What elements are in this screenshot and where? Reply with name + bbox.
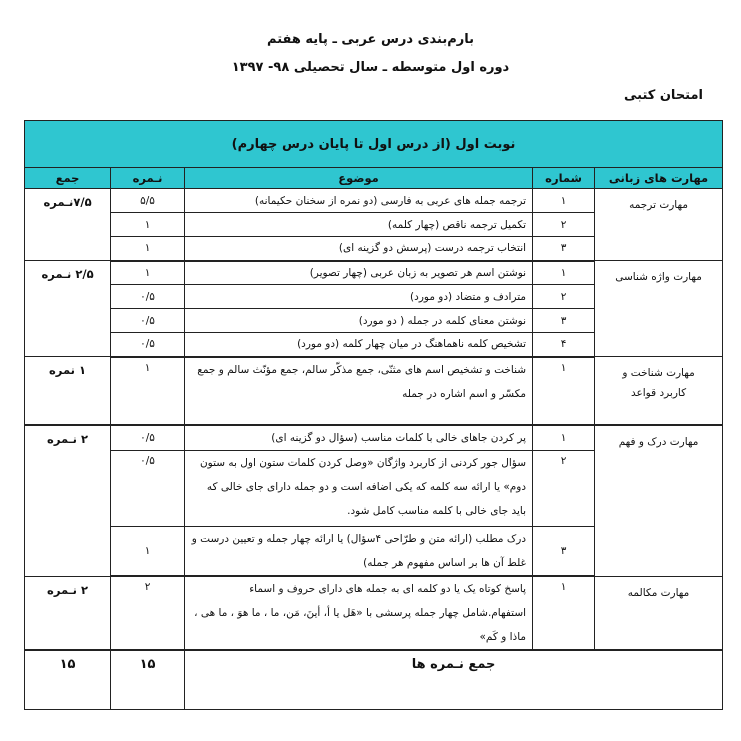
row-number: ۳ <box>533 237 595 261</box>
row-number: ۱ <box>533 189 595 213</box>
row-topic: ترجمه جمله های عربی به فارسی (دو نمره از سخنان حکیمانه) <box>185 189 533 213</box>
table-row <box>25 189 723 213</box>
skill-line: مهارت شناخت و <box>622 367 695 379</box>
row-number: ۱ <box>533 261 595 285</box>
row-topic: تشخیص کلمه ناهماهنگ در میان چهار کلمه (دو مورد) <box>185 333 533 357</box>
row-number: ۴ <box>533 333 595 357</box>
row-number: ۱ <box>533 357 595 425</box>
row-topic: مترادف و متضاد (دو مورد) <box>185 285 533 309</box>
skill-cell <box>595 357 723 425</box>
row-score: ۰/۵ <box>111 285 185 309</box>
group-total: ۲ نـمره <box>25 576 111 650</box>
col-header-number: شماره <box>533 168 595 189</box>
row-score: ۰/۵ <box>111 451 185 527</box>
exam-type-label: امتحان کتبی <box>623 88 703 103</box>
skill-line: کاربرد قواعد <box>630 387 687 399</box>
row-number: ۲ <box>533 213 595 237</box>
row-score: ۱ <box>111 527 185 577</box>
row-topic: سؤال جور کردنی از کاربرد واژگان «وصل کردن کلمات ستون اول به ستون دوم» یا ارائه سه کلمه که یکی اضافه است و دو جمله دارای جای خالی که باید جای خالی با کلمه مناسب کامل شود. <box>185 451 533 527</box>
document-subtitle: دوره اول متوسطه ـ سال تحصیلی ۹۸- ۱۳۹۷ <box>231 60 510 75</box>
row-score: ۰/۵ <box>111 309 185 333</box>
skill-cell: مهارت ترجمه <box>595 189 723 261</box>
row-score: ۱ <box>111 261 185 285</box>
row-score: ۰/۵ <box>111 333 185 357</box>
table-row <box>25 357 723 425</box>
skill-cell: مهارت واژه شناسی <box>595 261 723 357</box>
row-topic: شناخت و تشخیص اسم های مثنّی، جمع مذکّر سالم، جمع مؤنّث سالم و جمع مکسّر و اسم اشاره در جمله <box>185 357 533 425</box>
table-row <box>25 576 723 650</box>
footer-total: ۱۵ <box>25 650 111 710</box>
group-total: ۲ نـمره <box>25 425 111 577</box>
group-total: ۷/۵نـمره <box>25 189 111 261</box>
col-header-total: جمع <box>25 168 111 189</box>
group-total: ۲/۵ نـمره <box>25 261 111 357</box>
row-topic: پاسخ کوتاه یک یا دو کلمه ای به جمله های دارای حروف و اسماء استفهام.شامل چهار جمله پرسشی با «هَل یا أ، أینَ، مَن، ما ، ما هوَ ، ما هی ، ماذا و کَم» <box>185 576 533 650</box>
table-title: نوبت اول (از درس اول تا پایان درس چهارم) <box>25 121 723 168</box>
col-header-topic: موضوع <box>185 168 533 189</box>
row-score: ۵/۵ <box>111 189 185 213</box>
score-table <box>24 120 723 710</box>
table-row <box>25 425 723 451</box>
row-score: ۱ <box>111 357 185 425</box>
col-header-skill: مهارت های زبانی <box>595 168 723 189</box>
table-row <box>25 261 723 285</box>
group-total: ۱ نمره <box>25 357 111 425</box>
row-number: ۱ <box>533 425 595 451</box>
row-number: ۲ <box>533 285 595 309</box>
table-footer-row <box>25 650 723 710</box>
skill-cell: مهارت درک و فهم <box>595 425 723 577</box>
row-topic: نوشتن معنای کلمه در جمله ( دو مورد) <box>185 309 533 333</box>
row-score: ۲ <box>111 576 185 650</box>
row-number: ۳ <box>533 309 595 333</box>
row-number: ۳ <box>533 527 595 577</box>
row-number: ۱ <box>533 576 595 650</box>
footer-score: ۱۵ <box>111 650 185 710</box>
row-score: ۱ <box>111 237 185 261</box>
row-topic: نوشتن اسم هر تصویر به زبان عربی (چهار تصویر) <box>185 261 533 285</box>
row-topic: انتخاب ترجمه درست (پرسش دو گزینه ای) <box>185 237 533 261</box>
row-topic: تکمیل ترجمه ناقص (چهار کلمه) <box>185 213 533 237</box>
row-score: ۰/۵ <box>111 425 185 451</box>
skill-cell: مهارت مکالمه <box>595 576 723 650</box>
document-title: بارم‌بندی درس عربی ـ پایه هفتم <box>267 32 474 47</box>
footer-label: جمع نـمره ها <box>185 650 723 710</box>
row-score: ۱ <box>111 213 185 237</box>
row-topic: پر کردن جاهای خالی با کلمات مناسب (سؤال دو گزینه ای) <box>185 425 533 451</box>
row-topic: درک مطلب (ارائه متن و طرّاحی ۴سؤال) یا ارائه چهار جمله و تعیین درست و غلط آن ها بر اساس مفهوم هر جمله) <box>185 527 533 577</box>
col-header-score: نـمره <box>111 168 185 189</box>
row-number: ۲ <box>533 451 595 527</box>
